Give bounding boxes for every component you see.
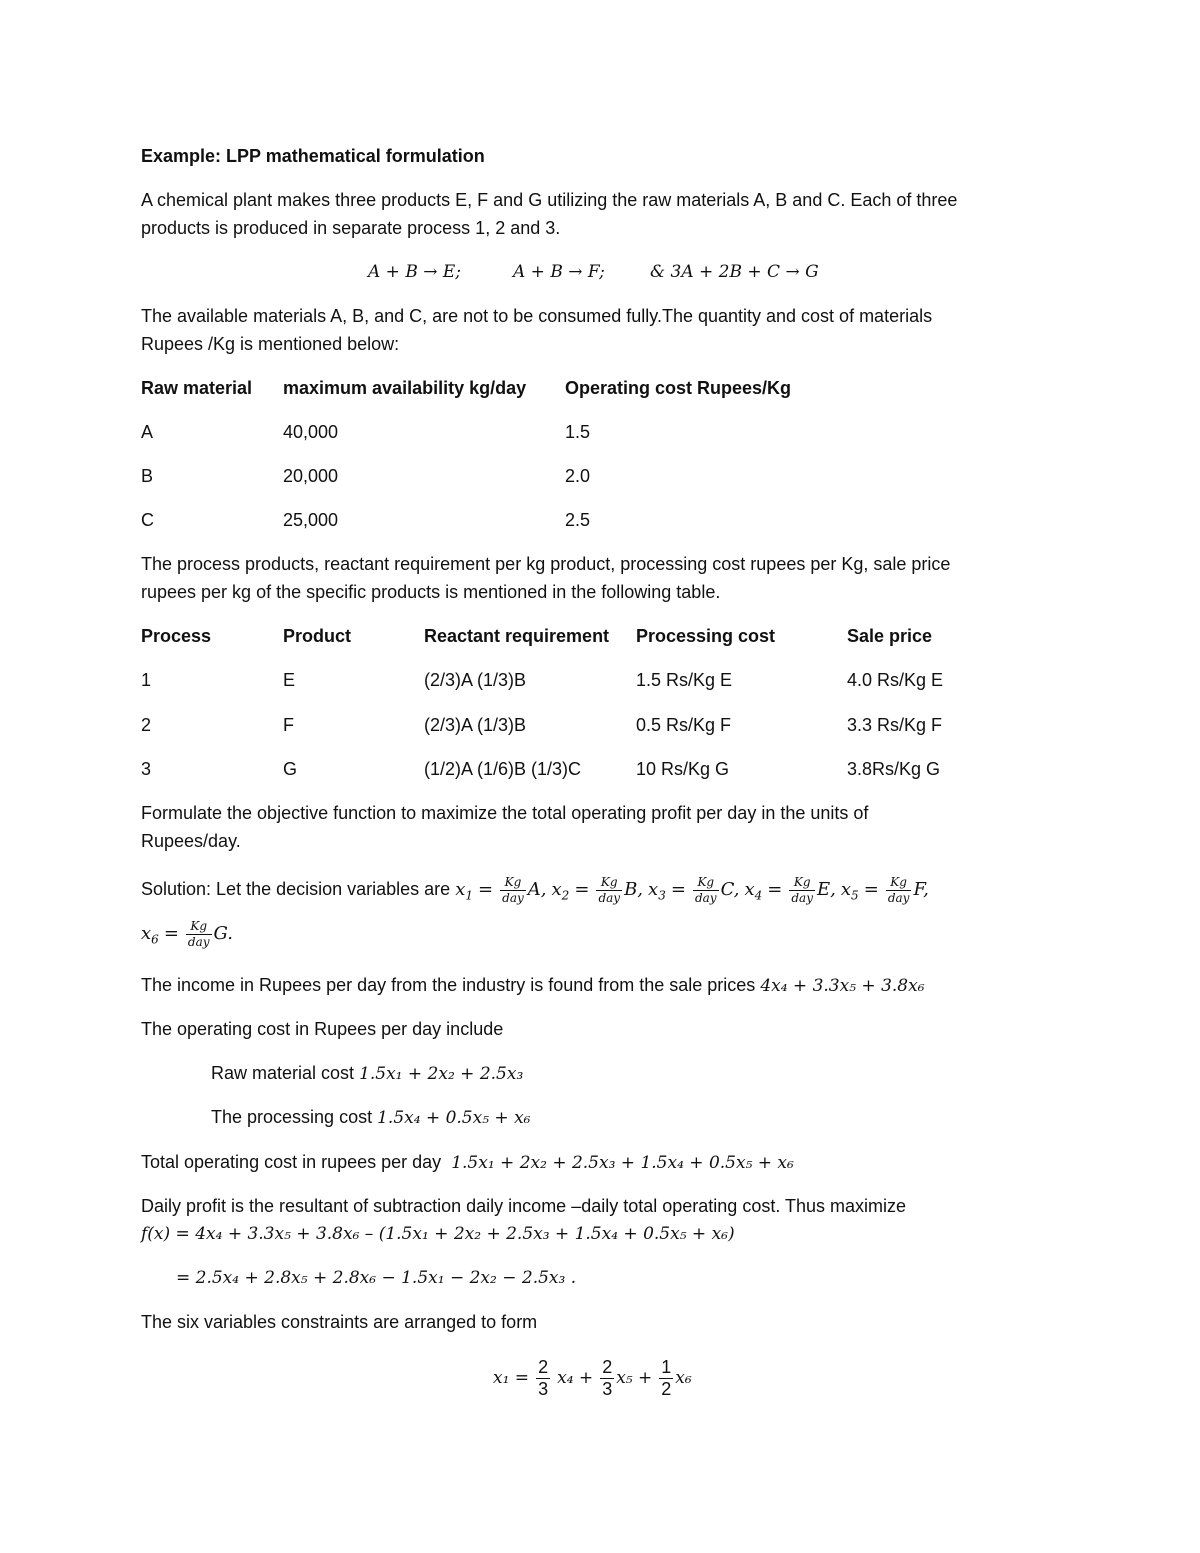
solution-line-1: Solution: Let the decision variables are $x_1$ = $\frac{Kg}{\text{day}}$ A, $x_2$ = $\frac{Kg}{\text{day}}$ B, $x_3$ = $\frac{Kg}{\text{day}}$ C, $x_4$ = $\frac{Kg}{\text{day}}$ E, $x_5$ = $\frac{Kg}{\text{day}}$ F, [141, 874, 929, 905]
reaction-3: & 3A + 2B + C → G [650, 262, 819, 282]
reaction-1: A + B → E; [368, 262, 462, 282]
process-table-header: Reactant requirement [424, 626, 610, 646]
raw-table-cell: 2.5 [565, 510, 591, 530]
reaction-2: A + B → F; [513, 262, 605, 282]
profit-expression-1: f(x) = 4x₄ + 3.3x₅ + 3.8x₆ – (1.5x₁ + 2x₂ + 2.5x₃ + 1.5x₄ + 0.5x₅ + x₆) [141, 1224, 735, 1244]
process-table-cell: 1.5 Rs/Kg E [636, 670, 733, 690]
raw-table-cell: B [141, 466, 154, 486]
page-title: Example: LPP mathematical formulation [141, 146, 485, 166]
objective-line-2: Rupees/day. [141, 831, 241, 851]
solution-prefix: Solution: Let the decision variables are [141, 879, 451, 899]
process-table-header: Process [141, 626, 212, 646]
process-table-cell: 3.8Rs/Kg G [847, 759, 941, 779]
process-table-cell: (2/3)A (1/3)B [424, 670, 527, 690]
process-table-cell: 10 Rs/Kg G [636, 759, 730, 779]
materials-intro-line-1: The available materials A, B, and C, are not to be consumed fully.The quantity and cost of materials [141, 306, 933, 326]
raw-table-header-cost: Operating cost Rupees/Kg [565, 378, 792, 398]
intro-line-1: A chemical plant makes three products E, F and G utilizing the raw materials A, B and C. Each of three [141, 190, 958, 210]
process-intro-line-2: rupees per kg of the specific products is mentioned in the following table. [141, 582, 721, 602]
intro-line-2: products is produced in separate process 1, 2 and 3. [141, 218, 561, 238]
income-line: The income in Rupees per day from the industry is found from the sale prices 4x₄ + 3.3x₅ + 3.8x₆ [141, 975, 925, 996]
process-table-cell: E [283, 670, 296, 690]
process-table-cell: 1 [141, 670, 152, 690]
solution-line-2: $x_6$ = $\frac{Kg}{\text{day}}$ G. [141, 918, 234, 949]
process-table-cell: F [283, 715, 294, 735]
objective-line-1: Formulate the objective function to maximize the total operating profit per day in the units of [141, 803, 869, 823]
operating-cost-intro: The operating cost in Rupees per day include [141, 1019, 504, 1039]
raw-table-cell: 25,000 [283, 510, 339, 530]
raw-table-cell: A [141, 422, 154, 442]
processing-cost-line: The processing cost 1.5x₄ + 0.5x₅ + x₆ [211, 1107, 531, 1128]
constraints-intro: The six variables constraints are arranged to form [141, 1312, 538, 1332]
process-table-cell: 2 [141, 715, 152, 735]
profit-expression-2: = 2.5x₄ + 2.8x₅ + 2.8x₆ − 1.5x₁ − 2x₂ − 2.5x₃ . [176, 1268, 577, 1288]
process-table-cell: 3.3 Rs/Kg F [847, 715, 943, 735]
raw-table-cell: 2.0 [565, 466, 591, 486]
raw-table-cell: 40,000 [283, 422, 339, 442]
process-table-header: Sale price [847, 626, 933, 646]
income-expression: 4x₄ + 3.3x₅ + 3.8x₆ [760, 976, 925, 996]
raw-table-header-material: Raw material [141, 378, 253, 398]
process-table-cell: 4.0 Rs/Kg E [847, 670, 944, 690]
raw-table-cell: C [141, 510, 154, 530]
process-table-header: Processing cost [636, 626, 776, 646]
process-table-cell: (2/3)A (1/3)B [424, 715, 527, 735]
total-operating-cost-line: Total operating cost in rupees per day 1.5x₁ + 2x₂ + 2.5x₃ + 1.5x₄ + 0.5x₅ + x₆ [141, 1152, 794, 1173]
total-cost-expression: 1.5x₁ + 2x₂ + 2.5x₃ + 1.5x₄ + 0.5x₅ + x₆ [451, 1153, 794, 1173]
materials-intro-line-2: Rupees /Kg is mentioned below: [141, 334, 400, 354]
process-intro-line-1: The process products, reactant requirement per kg product, processing cost rupees per Kg, sale price [141, 554, 951, 574]
raw-table-header-availability: maximum availability kg/day [283, 378, 527, 398]
process-table-cell: (1/2)A (1/6)B (1/3)C [424, 759, 582, 779]
process-table-cell: 3 [141, 759, 152, 779]
raw-cost-expression: 1.5x₁ + 2x₂ + 2.5x₃ [359, 1064, 524, 1084]
process-table-header: Product [283, 626, 352, 646]
raw-table-cell: 20,000 [283, 466, 339, 486]
processing-cost-expression: 1.5x₄ + 0.5x₅ + x₆ [377, 1108, 531, 1128]
profit-text: Daily profit is the resultant of subtraction daily income –daily total operating cost. Thus maximize [141, 1196, 907, 1216]
constraint-equation: x₁ = $\frac{2}{3}$ x₄ + $\frac{2}{3}$ x₅ + $\frac{1}{2}$ x₆ [493, 1356, 692, 1399]
raw-material-cost-line: Raw material cost 1.5x₁ + 2x₂ + 2.5x₃ [211, 1063, 524, 1084]
process-table-cell: G [283, 759, 298, 779]
process-table-cell: 0.5 Rs/Kg F [636, 715, 732, 735]
raw-table-cell: 1.5 [565, 422, 591, 442]
